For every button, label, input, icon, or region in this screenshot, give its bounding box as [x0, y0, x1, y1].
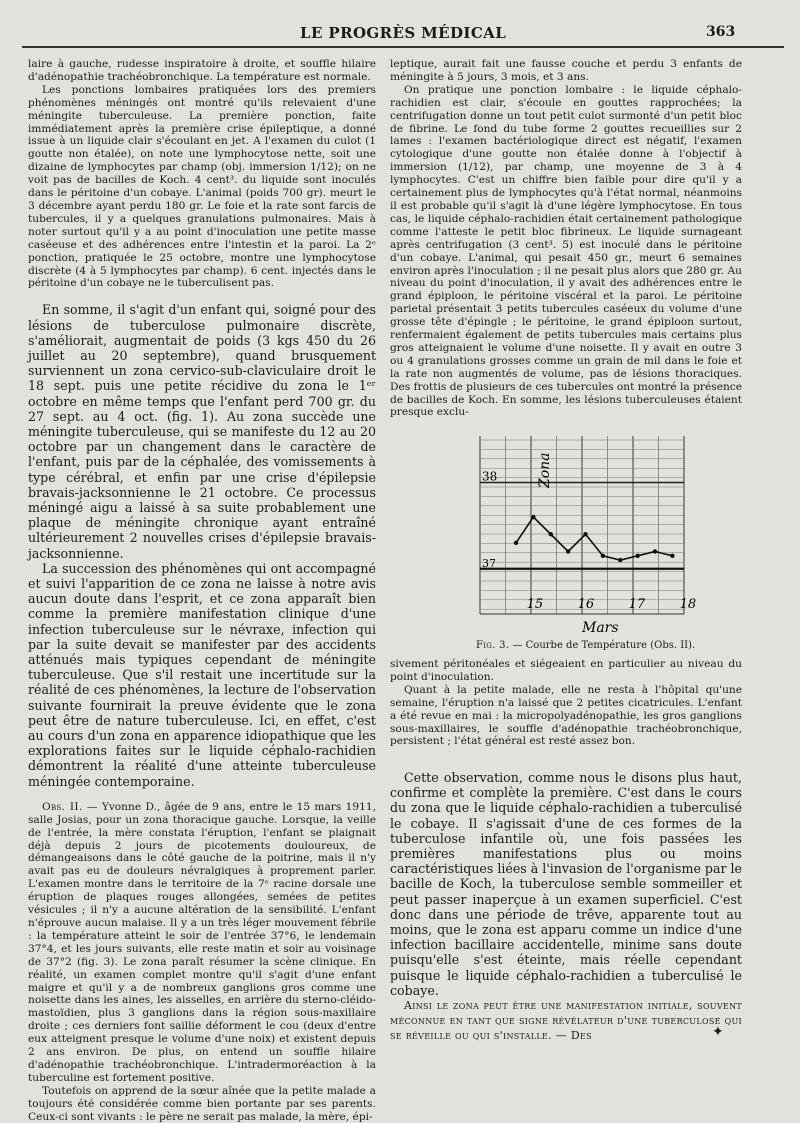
day-label-18: 18: [679, 597, 697, 612]
figure-caption-text: — Courbe de Température (Obs. II).: [509, 640, 696, 651]
temperature-point: [566, 549, 570, 553]
y-tick-label-38: 38: [482, 469, 498, 484]
temperature-point: [531, 515, 535, 519]
right-paragraph-6: Ainsi le zona peut être une manifestation initiale, souvent méconnue en tant que signe révélateur d'une tuberculose qui se réveille ou qui s'installe. — Des: [390, 999, 742, 1043]
temperature-point: [618, 558, 622, 562]
month-label: Mars: [582, 620, 619, 636]
day-label-17: 17: [628, 597, 646, 612]
left-paragraph-6: Toutefois on apprend de la sœur aînée que la petite malade a toujours été considérée comme bien portante par ses parents. Ceux-ci sont vivants : le père ne serait pas malade, la mère, épi-: [28, 1084, 376, 1123]
left-paragraph-3: En somme, il s'agit d'un enfant qui, soigné pour des lésions de tuberculose pulmonaire discrète, s'améliorait, augmentait de poids (3 kgs 450 du 26 juillet au 20 septembre), quand brusquement surviennent un zona cervico-sub-claviculaire droit le 18 sept. puis une petite récidive du zona le 1ᵉʳ octobre en même temps que l'enfant perd 700 gr. du 27 sept. au 4 oct. (fig. 1). Au zona succède une méningite tuberculeuse, qui se manifeste du 12 au 20 octobre par un changement dans le caractère de l'enfant, puis par de la céphalée, des vomissements à type cérébral, et enfin par une crise d'épilepsie bravais-jacksonnienne le 21 octobre. Ce processus méningé aigu a laissé à sa suite probablement une plaque de méningite chronique ayant entraîné ultérieurement 2 nouvelles crises d'épilepsie bravais-jacksonnienne.: [28, 302, 376, 561]
left-obs-block: [28, 58, 376, 290]
day-label-15: 15: [526, 597, 544, 612]
running-title: LE PROGRÈS MÉDICAL: [300, 24, 507, 42]
figure-caption: [476, 640, 736, 651]
right-paragraph-4: Quant à la petite malade, elle ne resta à l'hôpital qu'une semaine, l'éruption n'a laissé que 2 petites cicatricules. L'enfant a été revue en mai : la micropolyadénopathie, les gros ganglions sous-maxillaires, le souffle d'adénopathie trachéobronchique, persistent ; l'état général est resté assez bon.: [390, 683, 742, 748]
left-paragraph-2: Les ponctions lombaires pratiquées lors des premiers phénomènes méningés ont montré qu'ils relevaient d'une méningite tuberculeuse. La première ponction, faite immédiatement après la première crise épileptique, a donné issue à un liquide clair s'écoulant en jet. A l'examen du culot (1 goutte non étalée), on note une lymphocytose nette, soit une dizaine de lymphocytes par champ (obj. immersion 1/12); on ne voit pas de bacilles de Koch. 4 cent³. du liquide sont inoculés dans le péritoine d'un cobaye. L'animal (poids 700 gr). meurt le 3 décembre ayant perdu 180 gr. Le foie et la rate sont farcis de tubercules, il y a quelques granulations pulmonaires. Mais à noter surtout qu'il y a au point d'inoculation une petite masse caséeuse et des adhérences entre l'intestin et la paroi. La 2ᵉ ponction, pratiquée le 25 octobre, montre une lymphocytose discrète (4 à 5 lymphocytes par champ). 6 cent. injectés dans le péritoine d'un cobaye ne le tuberculisent pas.: [28, 83, 376, 290]
right-paragraph-2: On pratique une ponction lombaire : le liquide céphalo-rachidien est clair, s'écoule en gouttes rapprochées; la centrifugation donne un tout petit culot surmonté d'un petit bloc de fibrine. Le fond du tube forme 2 gouttes recueillies sur 2 lames : l'examen bactériologique direct est négatif, l'examen cytologique d'une goutte non étalée donne à l'objectif à immersion (1/12), par champ, une moyenne de 3 à 4 lymphocytes. C'est un chiffre bien faible pour dire qu'il y a certainement plus de lymphocytes qu'à l'état normal, néanmoins il est probable qu'il s'agit là d'une légère lymphocytose. En tous cas, le liquide céphalo-rachidien était certainement pathologique comme l'atteste le petit bloc fibrineux. Le liquide surnageant après centrifugation (3 cent³. 5) est inoculé dans le péritoine d'un cobaye. L'animal, qui pesait 450 gr., meurt 6 semaines environ après l'inoculation ; il ne pesait plus alors que 280 gr. Au niveau du point d'inoculation, il y avait des adhérences entre le grand épiploon, le péritoine viscéral et la paroi. Le péritoine parietal présentait 3 petits tubercules caséeux du volume d'une grosse tête d'épingle ; le péritoine, le grand épiploon surtout, renfermaient également de petits tubercules mais certains plus gros atteignaient le volume d'une noisette. Il y avait en outre 3 ou 4 granulations grosses comme un grain de mil dans le foie et la rate non augmentés de volume, pas de lésions thoraciques. Des frottis de plusieurs de ces tubercules ont montré la présence de bacilles de Koch. En somme, les lésions tuberculeuses étaient presque exclu-: [390, 83, 742, 419]
left-paragraph-1: laire à gauche, rudesse inspiratoire à droite, et souffle hilaire d'adénopathie trachéobronchique. La température est normale.: [28, 58, 376, 83]
temperature-point: [670, 554, 674, 558]
page-header: [0, 24, 800, 46]
temperature-point: [635, 554, 639, 558]
temperature-chart: [472, 436, 697, 642]
left-paragraph-4: La succession des phénomènes qui ont accompagné et suivi l'apparition de ce zona ne laisse à notre avis aucun doute dans l'esprit, et ce zona apparaît bien comme la première manifestation clinique d'une infection tuberculeuse sur le névraxe, infection qui par la suite devait se manifester par des accidents atténués mais typiques cependant de méningite tuberculeuse. Que s'il restait une incertitude sur la réalité de ces phénomènes, la lecture de l'observation suivante fournirait la preuve évidente que le zona peut être de nature tuberculeuse. Ici, en effet, c'est au cours d'un zona en apparence idiopathique que les explorations faites sur le liquide céphalo-rachidien démontrent la réalité d'une atteinte tuberculeuse méningée contemporaine.: [28, 560, 376, 789]
right-column-top: [390, 58, 742, 419]
right-column-conclusion: [390, 770, 742, 1043]
page-number: 363: [706, 24, 736, 40]
left-paragraph-5: [28, 801, 376, 1085]
temperature-point: [601, 554, 605, 558]
zona-annotation: Zona: [537, 452, 553, 488]
temperature-point: [514, 541, 518, 545]
left-column: [28, 58, 376, 1123]
right-paragraph-5: Cette observation, comme nous le disons plus haut, confirme et complète la première. C'est dans le cours du zona que le liquide céphalo-rachidien a tuberculisé le cobaye. Il s'agissait d'une de ces formes de la tuberculose infantile où, une fois passées les premières manifestations plus ou moins caractéristiques liées à l'invasion de l'organisme par le bacille de Koch, la tuberculose semble sommeiller et peut passer inaperçue à un examen superficiel. C'est donc dans une période de trêve, apparente tout au moins, que le zona est apparu comme un indice d'une infection bacillaire accidentelle, minime sans doute puisqu'elle s'est éteinte, mais réelle cependant puisque le liquide céphalo-rachidien a tuberculisé le cobaye.: [390, 770, 742, 998]
right-paragraph-3: sivement péritonéales et siégeaient en particulier au niveau du point d'inoculation.: [390, 658, 742, 683]
temperature-point: [549, 532, 553, 536]
y-tick-label-37: 37: [482, 556, 496, 570]
header-rule: [22, 46, 784, 48]
temperature-chart-svg: [472, 436, 697, 642]
temperature-point: [653, 549, 657, 553]
figure-caption-label: Fig. 3.: [476, 640, 510, 651]
left-body-block: [28, 302, 376, 789]
right-column-bottom: [390, 658, 742, 748]
obs-text: — Yvonne D., âgée de 9 ans, entre le 15 mars 1911, salle Josias, pour un zona thoracique gauche. Lorsque, la veille de l'entrée, la mère constata l'éruption, l'enfant se plaignait déjà depuis 2 jours de picotements douloureux, de démangeaisons dans le côté gauche de la poitrine, mais il n'y avait pas eu de douleurs névralgiques à proprement parler. L'examen montre dans le territoire de la 7ᵉ racine dorsale une éruption de plaques rouges allongées, semées de petites vésicules ; il n'y a aucune altération de la sensibilité. L'enfant n'éprouve aucun malaise. Il y a un très léger mouvement fébrile : la température atteint le soir de l'entrée 37°6, le lendemain 37°4, et les jours suivants, elle reste matin et soir au voisinage de 37°2 (fig. 3). Le zona paraît résumer la scène clinique. En réalité, un examen complet montre qu'il s'agit d'une enfant maigre et qu'il y a de nombreux ganglions gros comme une noisette dans les aines, les aisselles, en arrière du sterno-cléido-mastoïdien, plus 3 ganglions dans la région sous-maxillaire droite ; ces derniers font saillie déforment le cou (deux d'entre eux atteignent presque le volume d'une noix) et existent depuis 2 ans environ. De plus, on entend un souffle hilaire d'adénopathie trachéobronchique. L'intradermoréaction à la tuberculine est fortement positive.: [28, 800, 376, 1084]
temperature-point: [583, 532, 587, 536]
temperature-series-line: [516, 517, 672, 560]
end-ornament: ✦: [712, 1024, 724, 1040]
day-label-16: 16: [577, 597, 595, 612]
left-obs2-block: [28, 801, 376, 1123]
obs-label: Obs. II.: [42, 800, 83, 813]
right-paragraph-1: leptique, aurait fait une fausse couche et perdu 3 enfants de méningite à 5 jours, 3 mois, et 3 ans.: [390, 58, 742, 83]
